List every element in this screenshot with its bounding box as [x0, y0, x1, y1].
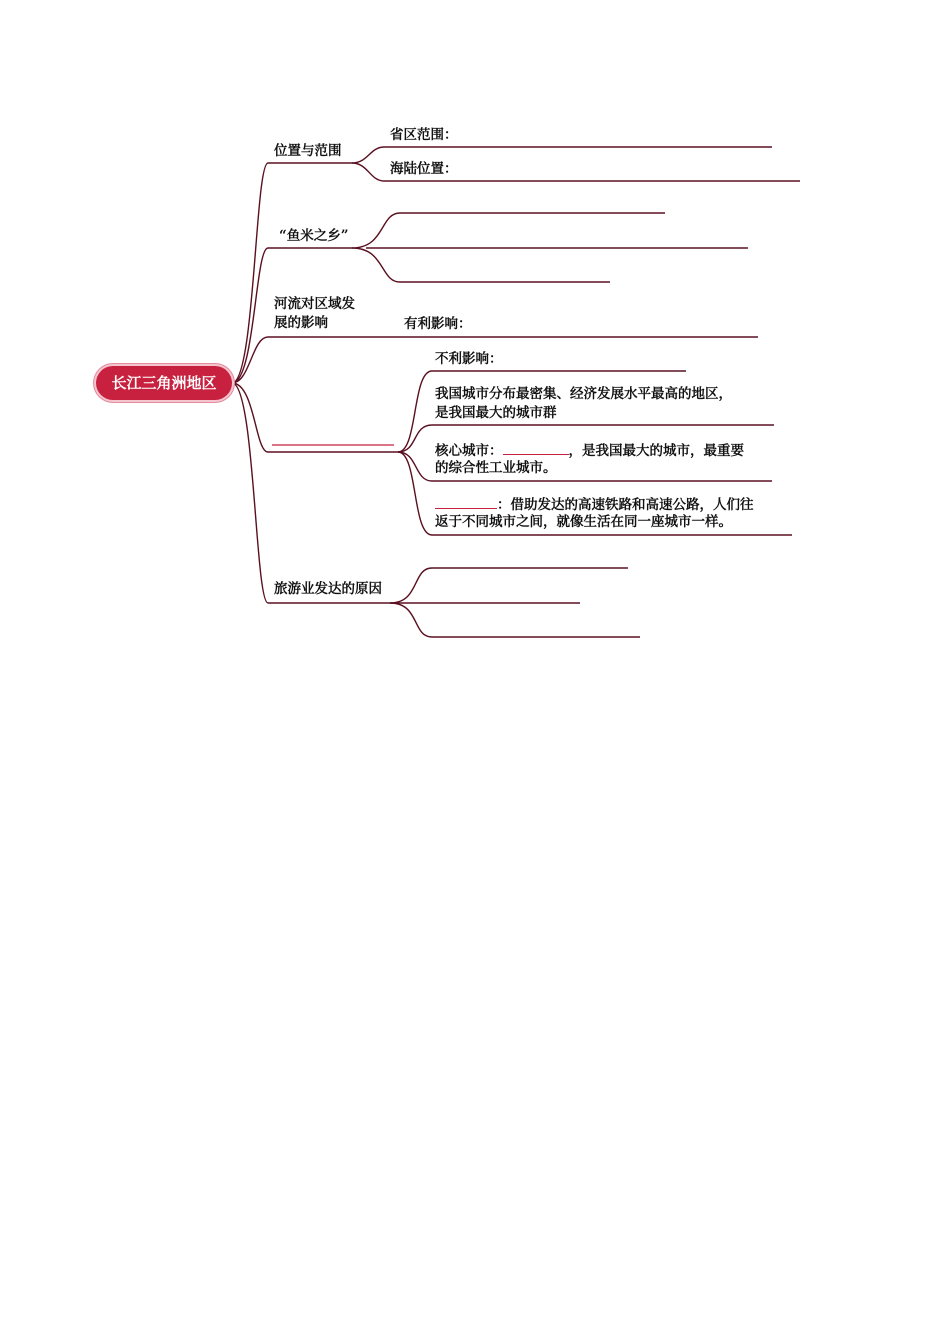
branch-location[interactable]: 位置与范围	[274, 143, 342, 159]
core-prefix: 核心城市：	[435, 443, 503, 459]
city-group-biggest-line1[interactable]: 我国城市分布最密集、经济发展水平最高的地区，	[435, 386, 732, 402]
root-node[interactable]: 长江三角洲地区	[96, 366, 232, 400]
connector-city-group	[232, 383, 398, 452]
sameness-suffix: ：借助发达的高速铁路和高速公路，人们往	[497, 497, 754, 513]
connector-river	[232, 337, 368, 383]
city-group-sameness-line1[interactable]	[435, 494, 754, 515]
branch-river-line2[interactable]: 展的影响	[274, 315, 328, 331]
city-group-core-line1[interactable]	[435, 440, 744, 461]
core-city-blank[interactable]	[503, 440, 569, 455]
river-unfavorable[interactable]: 不利影响：	[435, 351, 503, 367]
city-group-sameness-line2[interactable]: 返于不同城市之间，就像生活在同一座城市一样。	[435, 514, 732, 530]
core-suffix: ，是我国最大的城市，最重要	[568, 443, 744, 459]
branch-tourism[interactable]: 旅游业发达的原因	[274, 581, 382, 597]
location-sea-land[interactable]: 海陆位置：	[390, 161, 458, 177]
location-province[interactable]: 省区范围：	[390, 127, 458, 143]
connector-location	[232, 163, 352, 383]
branch-fish-rice[interactable]: “鱼米之乡”	[279, 228, 349, 244]
city-group-core-line2[interactable]: 的综合性工业城市。	[435, 460, 557, 476]
branch-river-line1[interactable]: 河流对区域发	[274, 296, 355, 312]
connector-tourism	[232, 383, 390, 603]
river-favorable[interactable]: 有利影响：	[404, 316, 472, 332]
sameness-blank[interactable]	[435, 494, 497, 509]
city-group-biggest-line2[interactable]: 是我国最大的城市群	[435, 405, 557, 421]
